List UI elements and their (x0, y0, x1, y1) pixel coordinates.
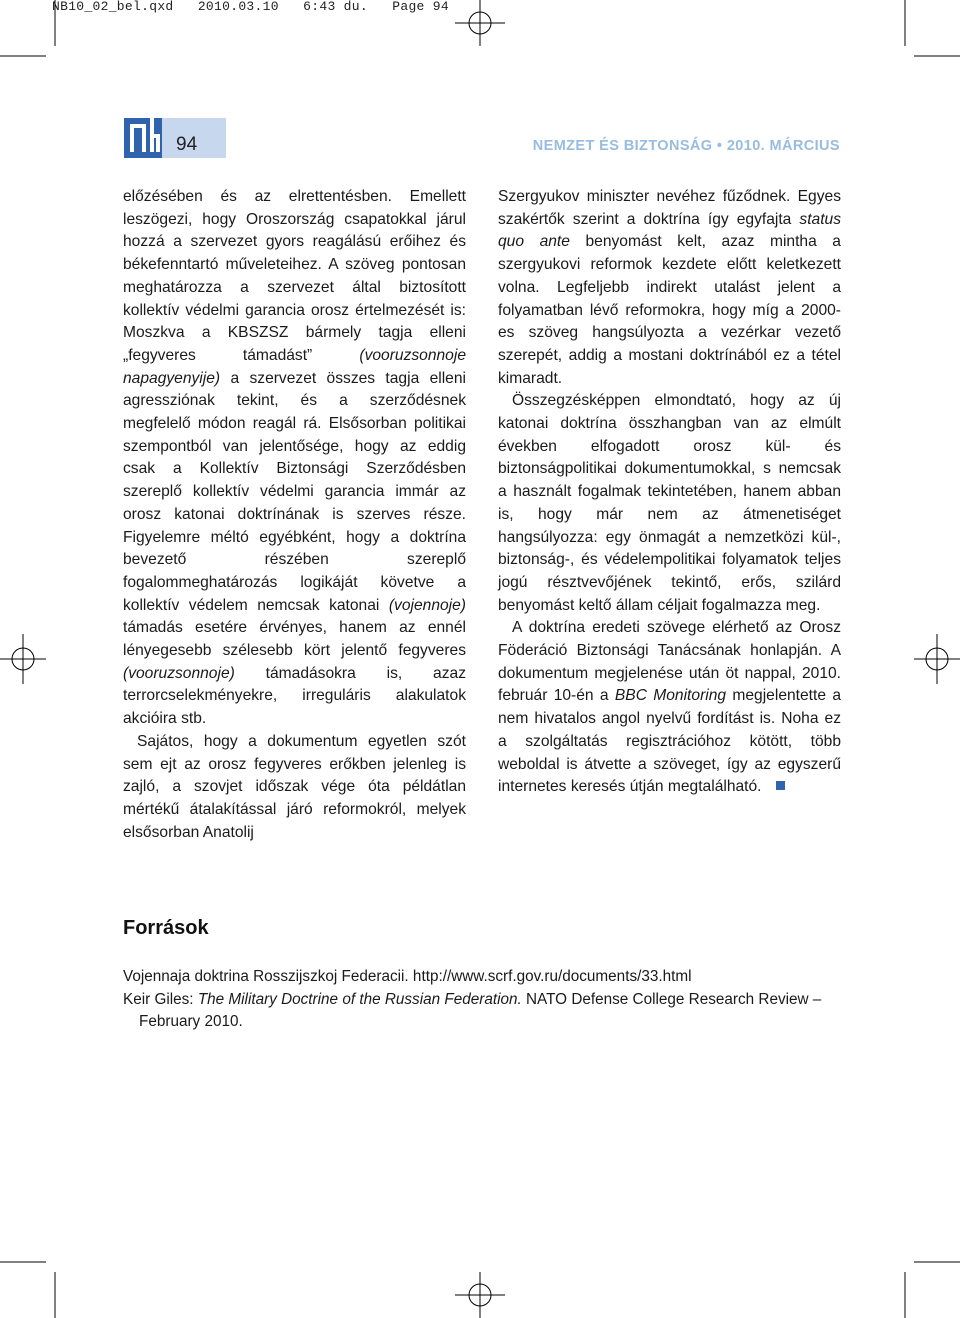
end-of-article-icon (776, 781, 785, 790)
body-paragraph: előzésében és az elrettentésben. Emellett leszögezi, hogy Oroszország csapatokkal járul hozzá a szervezet gyors reagálású erőihez és békefenntartó műveleteihez. A szöveg pontosan meghatározza a szervezet által biztosított kollektív védelmi garancia orosz értelmezését is: Moszkva a KBSZSZ bármely tagja elleni „fegyveres támadást” (vooruzsonnoje napagyenyije) a szervezet összes tagja elleni agressziónak tekint, és a szerződésnek megfelelő módon reagál rá. Elsősorban politikai szempontból van jelentősége, hogy az eddig csak a Kollektív Biztonsági Szerződésben szereplő kollektív védelmi garancia immár az orosz katonai doktrínának is szerves része. Figyelemre méltó egyébként, hogy a doktrína bevezető részében szereplő fogalommeghatározás logikáját követve a kollektív védelem nemcsak katonai (vojennoje) támadás esetére érvényes, hanem az ennél lényegesebb szélesebb kört jelentő fegyveres (vooruzsonnoje) támadásokra is, azaz terrorcselekményekre, irreguláris alakulatok akcióira stb. (123, 188, 466, 728)
sources-list (123, 966, 823, 1034)
journal-logo-icon (124, 118, 162, 158)
sources-heading: Források (123, 917, 209, 939)
page-number: 94 (176, 134, 198, 155)
body-paragraph: A doktrína eredeti szövege elérhető az Orosz Föderáció Biztonsági Tanácsának honlapján. A dokumentum megjelenése után öt nappal, 2010. február 10-én a BBC Monitoring megjelentette a nem hivatalos angol nyelvű fordítást is. Noha ez a szolgáltatás regisztrációhoz kötött, több weboldal is átvette a szöveget, így az egyszerű internetes keresés útján megtalálható. (498, 619, 841, 796)
source-item: Vojennaja doktrina Rosszijszkoj Federacii. http://www.scrf.gov.ru/documents/33.html (123, 968, 692, 985)
body-paragraph: Összegzésképpen elmondtató, hogy az új katonai doktrína összhangban van az elmúlt években elfogadott orosz kül- és biztonságpolitikai dokumentumokkal, s nemcsak a használt fogalmak tekintetében, hanem abban is, hogy már nem az átmenetiséget hangsúlyozza: egy önmagát a nemzetközi kül-, biztonság-, és védelempolitikai folyamatok teljes jogú résztvevőjének tekintő, erős, szilárd benyomást keltő állam céljait fogalmazza meg. (498, 392, 841, 614)
right-column (498, 186, 841, 799)
body-paragraph: Sajátos, hogy a dokumentum egyetlen szót sem ejt az orosz fegyveres erőkben jelenleg is zajló, a szovjet időszak vége óta példátlan mértékű átalakítással járó reformokról, melyek elsősorban Anatolij (123, 732, 466, 841)
running-head: NEMZET ÉS BIZTONSÁG • 2010. MÁRCIUS (532, 138, 840, 154)
body-paragraph: Szergyukov miniszter nevéhez fűződnek. Egyes szakértők szerint a doktrína így egyfajta status quo ante benyomást kelt, azaz mintha a szergyukovi reformok kezdete előtt keletkezett volna. Legfeljebb indirekt utalást jelent a folyamatban lévő reformokra, hogy míg a 2000-es szöveg hangsúlyozta a vezérkar vezető szerepét, addig a mostani doktrínából ez a tétel kimaradt. (498, 188, 841, 387)
source-item: Keir Giles: The Military Doctrine of the Russian Federation. NATO Defense College Research Review – February 2010. (123, 990, 822, 1030)
print-slug: NB10_02_bel.qxd 2010.03.10 6:43 du. Page 94 (52, 0, 449, 14)
left-column (123, 186, 466, 844)
